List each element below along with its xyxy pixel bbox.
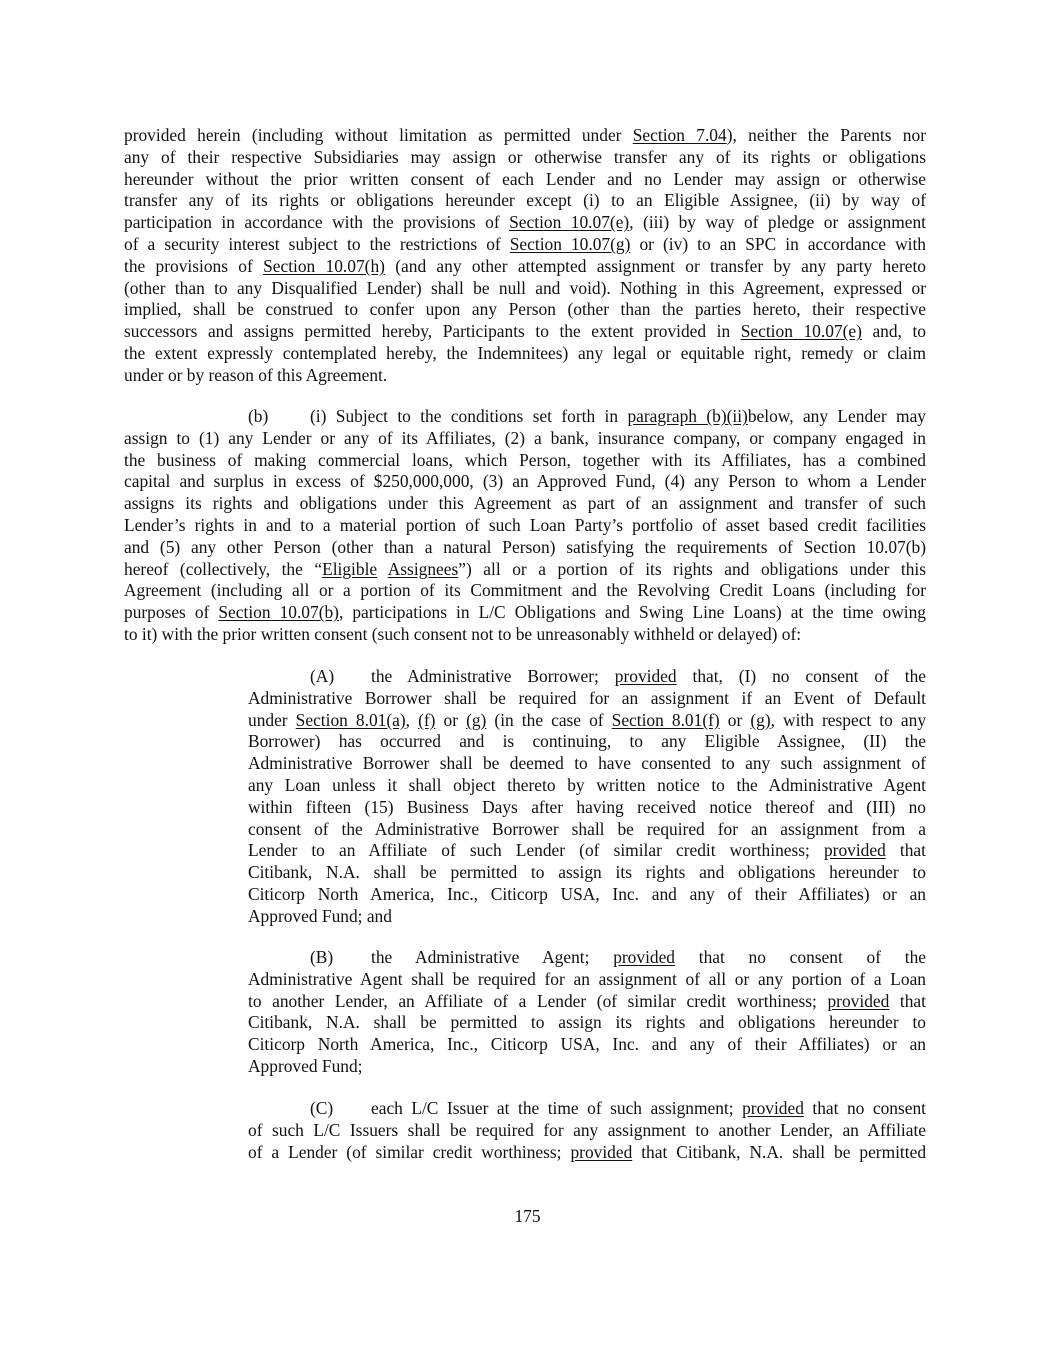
text: (and any other attempted assignment or transfer by any party hereto — [384, 255, 926, 276]
text: or — [435, 709, 467, 730]
text-line: hereunder without the prior written consent of each Lender and no Lender may assign or otherwise — [124, 168, 926, 189]
text-line — [248, 666, 926, 688]
clause-label: (C) — [310, 1098, 334, 1118]
text-line: and (5) any other Person (other than a natural Person) satisfying the requirements of Section 10.07(b) — [124, 536, 926, 557]
text-line: Agreement (including all or a portion of its Commitment and the Revolving Credit Loans (including for — [124, 580, 926, 601]
text: purposes of — [124, 602, 219, 623]
text: of a Lender (of similar credit worthiness; — [248, 1141, 571, 1162]
text: and, to — [861, 321, 926, 342]
text-line: assigns its rights and obligations under this Agreement as part of an assignment and transfer of such — [124, 493, 926, 514]
text-line: to it) with the prior written consent (such consent not to be unreasonably withheld or delayed) of: — [124, 623, 802, 644]
text: , — [405, 709, 419, 730]
text: that Citibank, N.A. shall be permitted — [632, 1141, 927, 1162]
section-reference: Section 10.07(h) — [263, 255, 385, 276]
clause-label: (B) — [310, 947, 334, 967]
section-reference: (g) — [750, 709, 771, 730]
section-reference: Section 7.04 — [632, 125, 727, 145]
text-line: of such L/C Issuers shall be required for any assignment to another Lender, an Affiliate — [248, 1119, 926, 1140]
section-reference: Section 10.07(e) — [509, 212, 630, 233]
text: participation in accordance with the provisions of — [124, 212, 510, 233]
proviso-term: provided — [823, 840, 886, 861]
proviso-term: provided — [742, 1098, 804, 1118]
text: or — [719, 709, 751, 730]
text: below, any Lender may — [747, 406, 926, 426]
text-line — [124, 234, 926, 256]
text-line: Citibank, N.A. shall be permitted to assign its rights and obligations hereunder to — [248, 1012, 926, 1033]
text-line: assign to (1) any Lender or any of its Affiliates, (2) a bank, insurance company, or company engaged in — [124, 427, 926, 448]
text: that, (I) no consent of the — [676, 666, 926, 686]
text: , (iii) by way of pledge or assignment — [629, 212, 926, 233]
text-line: Citicorp North America, Inc., Citicorp USA, Inc. and any of their Affiliates) or an — [248, 883, 926, 904]
text-line — [248, 840, 926, 862]
text: of a security interest subject to the restrictions of — [124, 233, 510, 254]
text: ), neither the Parents nor — [726, 125, 926, 145]
text-line: under or by reason of this Agreement. — [124, 364, 388, 385]
text-line — [248, 1142, 926, 1164]
text-line: the extent expressly contemplated hereby, the Indemnitees) any legal or equitable right, remedy or claim — [124, 342, 926, 363]
paragraph-b-eligible-assignees — [124, 406, 926, 646]
text: the Administrative Borrower; — [371, 666, 615, 686]
text: that no consent of the — [675, 947, 927, 967]
proviso-term: provided — [613, 947, 676, 967]
text-line — [124, 406, 926, 428]
text-line: Borrower) has occurred and is continuing, to any Eligible Assignee, (II) the — [248, 731, 926, 752]
text-line: Approved Fund; — [248, 1055, 363, 1076]
text-line: Administrative Borrower shall be deemed to have consented to any such assignment of — [248, 753, 926, 774]
text: the provisions of — [124, 255, 264, 276]
section-reference: Section 10.07(b) — [218, 602, 339, 623]
text: (i) Subject to the conditions set forth in — [310, 406, 628, 426]
proviso-term: provided — [827, 990, 890, 1011]
text-line: within fifteen (15) Business Days after having received notice thereof and (III) no — [248, 796, 926, 817]
proviso-term: provided — [570, 1141, 633, 1162]
text-line: Administrative Agent shall be required for an assignment of all or any portion of a Loan — [248, 968, 926, 989]
clause-label: (A) — [310, 666, 335, 686]
section-reference: Section 10.07(e) — [740, 321, 862, 342]
section-reference: paragraph (b)(ii) — [627, 406, 748, 426]
section-reference: Section 10.07(g) — [509, 233, 631, 254]
clause-label: (b) — [248, 406, 269, 426]
text-line — [248, 991, 926, 1013]
page-number: 175 — [514, 1206, 541, 1226]
clause-a-administrative-borrower — [248, 666, 926, 928]
text-line: consent of the Administrative Borrower shall be required for an assignment from a — [248, 818, 926, 839]
defined-term: Eligible — [322, 558, 378, 579]
text: the Administrative Agent; — [371, 947, 614, 967]
clause-b-administrative-agent — [248, 947, 926, 1078]
text: that no consent — [803, 1098, 926, 1118]
text-line — [124, 321, 926, 343]
text-line: Administrative Borrower shall be required for an assignment if an Event of Default — [248, 687, 926, 708]
text-line: any of their respective Subsidiaries may assign or otherwise transfer any of its rights or obligations — [124, 146, 926, 167]
text-line — [248, 947, 926, 969]
text-line — [124, 125, 926, 147]
section-reference: (g) — [466, 709, 487, 730]
section-reference: (f) — [418, 709, 436, 730]
clause-c-lc-issuer — [248, 1098, 926, 1163]
text: each L/C Issuer at the time of such assignment; — [371, 1098, 743, 1118]
text: (in the case of — [486, 709, 612, 730]
text-line: the business of making commercial loans, which Person, together with its Affiliates, has a combined — [124, 449, 926, 470]
text-line — [248, 1098, 926, 1120]
text: to another Lender, an Affiliate of a Lender (of similar credit worthiness; — [248, 990, 828, 1011]
text: hereof (collectively, the “ — [124, 558, 323, 579]
text-line: any Loan unless it shall object thereto by written notice to the Administrative Agent — [248, 774, 926, 795]
proviso-term: provided — [614, 666, 677, 686]
text: , participations in L/C Obligations and Swing Line Loans) at the time owing — [338, 602, 926, 623]
text: Lender to an Affiliate of such Lender (of similar credit worthiness; — [248, 840, 824, 861]
text: that — [889, 990, 926, 1011]
text: that — [885, 840, 926, 861]
text-line — [124, 602, 926, 624]
section-reference: Section 8.01(f) — [611, 709, 720, 730]
text-line — [248, 710, 926, 732]
text-line: Citicorp North America, Inc., Citicorp USA, Inc. and any of their Affiliates) or an — [248, 1034, 926, 1055]
text-line: transfer any of its rights or obligations hereunder except (i) to an Eligible Assignee, (ii) by way of — [124, 190, 926, 211]
text-line — [124, 256, 926, 278]
text-line: Approved Fund; and — [248, 905, 392, 926]
text: successors and assigns permitted hereby, Participants to the extent provided in — [124, 321, 741, 342]
text-line: Citibank, N.A. shall be permitted to assign its rights and obligations hereunder to — [248, 862, 926, 883]
paragraph-assignment-restrictions — [124, 125, 926, 387]
text: ”) all or a portion of its rights and obligations under this — [458, 558, 927, 579]
text-line — [124, 559, 926, 581]
text-line: implied, shall be construed to confer upon any Person (other than the parties hereto, their respective — [124, 299, 926, 320]
defined-term: Assignees — [387, 558, 459, 579]
text-line: capital and surplus in excess of $250,000,000, (3) an Approved Fund, (4) any Person to whom a Lender — [124, 471, 926, 492]
text: provided herein (including without limitation as permitted under — [124, 125, 633, 145]
text: under — [248, 709, 296, 730]
text-line — [124, 212, 926, 234]
section-reference: Section 8.01(a) — [295, 709, 406, 730]
text: or (iv) to an SPC in accordance with — [630, 233, 926, 254]
text: , with respect to any — [770, 709, 927, 730]
text — [377, 559, 388, 579]
text-line: (other than to any Disqualified Lender) shall be null and void). Nothing in this Agreement, expressed or — [124, 277, 926, 298]
text-line: Lender’s rights in and to a material portion of such Loan Party’s portfolio of asset based credit facilities — [124, 514, 926, 535]
